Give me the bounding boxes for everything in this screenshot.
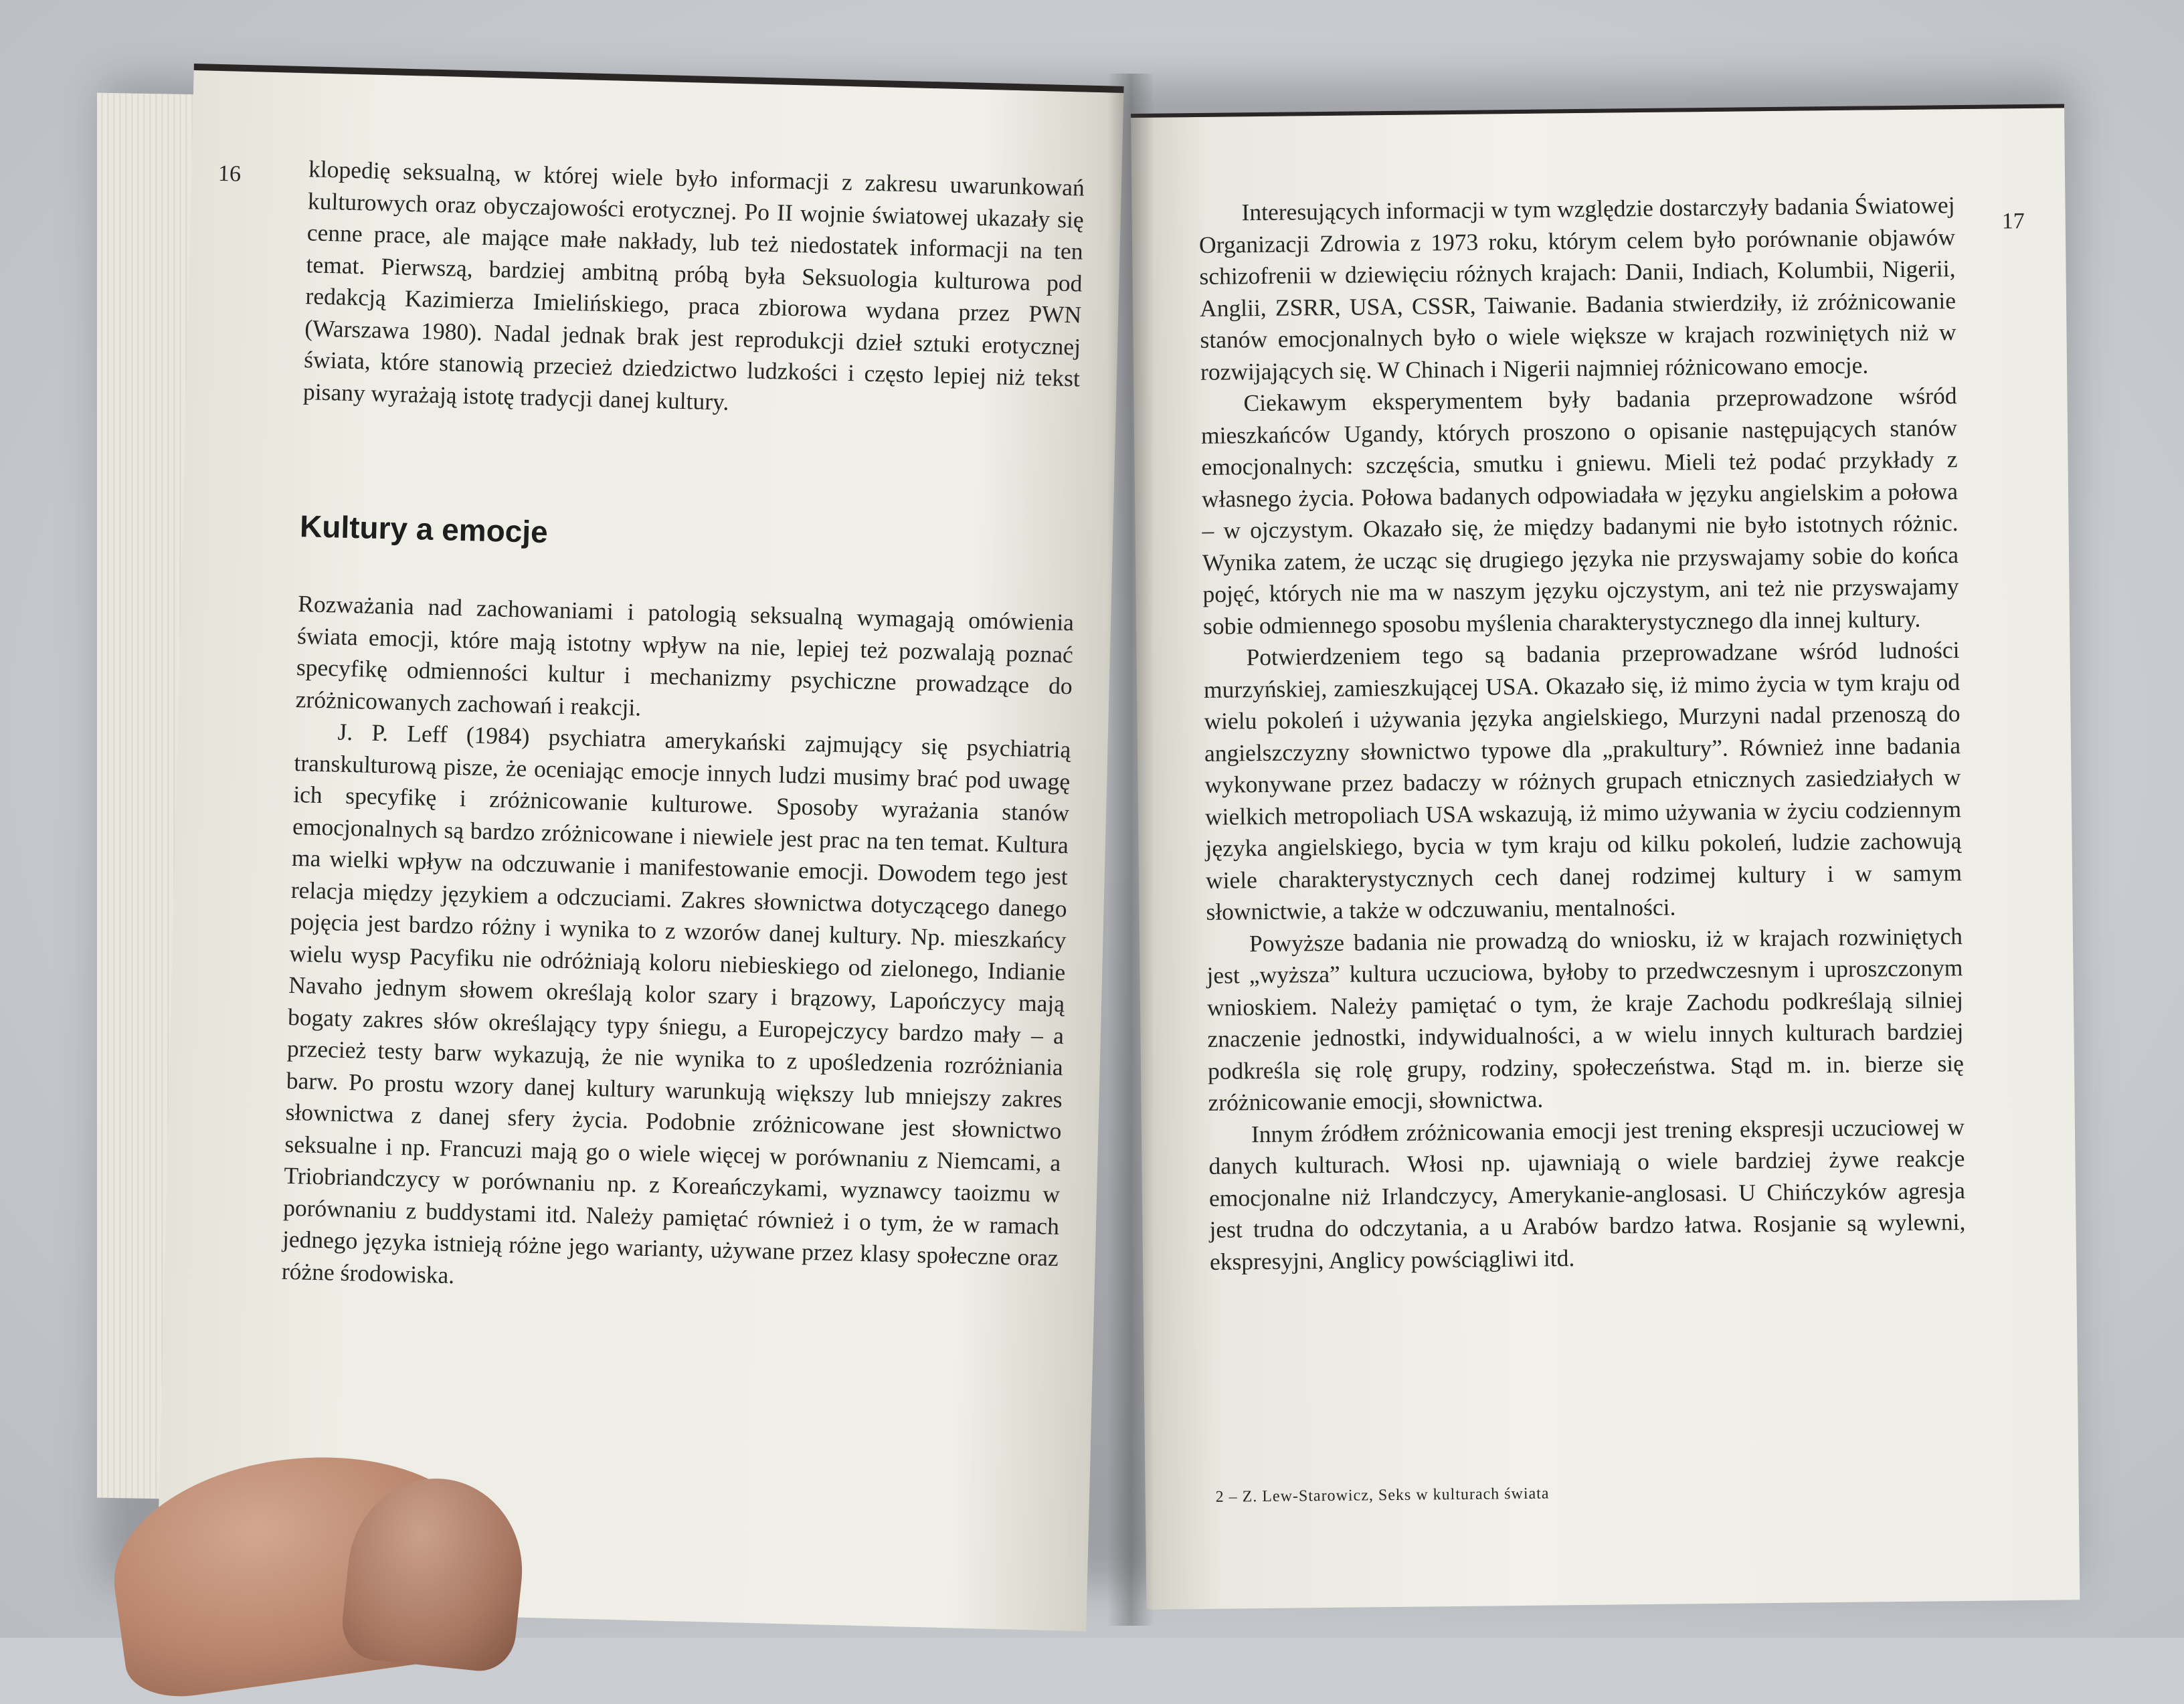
book-gutter: [1107, 74, 1154, 1626]
paragraph: Powyższe badania nie prowadzą do wniosku, iż w krajach rozwiniętych jest „wyższa” kultura uczuciowa, byłoby to przedwczesnym i uproszczonym wnioskiem. Należy pamiętać o tym, że kraje Zachodu podkreślają silniej znaczenie jednostki, indywidualności, a w wielu innych kulturach bardziej podkreśla się rolę grupy, rodziny, społeczeństwa. Stąd m. in. bierze się zróżnicowanie emocji, słownictwa.: [1206, 922, 1965, 1116]
left-top-paragraph: [302, 153, 1085, 426]
paragraph: Interesujących informacji w tym względzie dostarczyły badania Światowej Organizacji Zdrowia z 1973 roku, którym celem było porównanie objawów schizofrenii w dziewięciu różnych krajach: Danii, Indiach, Kolumbii, Nigerii, Anglii, ZSRR, USA, CSSR, Taiwanie. Badania stwierdziły, iż zróżnicowanie stanów emocjonalnych było o wiele większe w krajach rozwiniętych niż w rozwijających się. W Chinach i Nigerii najmniej różnicowano emocje.: [1198, 191, 1956, 385]
paragraph: klopedię seksualną, w której wiele było informacji z zakresu uwarunkowań kulturowych oraz obyczajowości erotycznej. Po II wojnie światowej ukazały się cenne prace, ale mające małe nakłady, lub też niedostatek informacji na ten temat. Pierwszą, bardziej ambitną próbą była Seksuologia kulturowa pod redakcją Kazimierza Imielińskiego, praca zbiorowa wydana przez PWN (Warszawa 1980). Nadal jednak brak jest reprodukcji dzieł sztuki erotycznej świata, które stanowią przecież dziedzictwo ludzkości i często lepiej niż tekst pisany wyrażają istotę tradycji danej kultury.: [302, 155, 1085, 415]
right-page: [1131, 104, 2080, 1609]
paragraph: Potwierdzeniem tego są badania przeprowadzane wśród ludności murzyńskiej, zamieszkującej USA. Okazało się, iż mimo życia w tym kraju od wielu pokoleń i używania języka angielskiego, Murzyni nadal przenoszą do angielszczyzny słownictwo typowe dla „prakultury”. Również inne badania wykonywane przez badaczy w różnych grupach etnicznych zasiedziałych w wielkich metropoliach USA wskazują, iż mimo używania w życiu codziennym języka angielskiego, bycia w tym kraju od kilku pokoleń, ludzie zachowują wiele charakterystycznych cech danej rodzimej kultury i w samym słownictwie, a także w odczuwaniu, mentalności.: [1203, 636, 1963, 925]
left-page-number: 16: [217, 161, 242, 187]
right-body-text: [1198, 189, 1966, 1278]
paragraph: J. P. Leff (1984) psychiatra amerykański zajmujący się psychiatrią transkulturową pisze, że oceniając emocje innych ludzi musimy brać pod uwagę ich specyfikę i zróżnicowanie kulturowe. Sposoby wyrażania stanów emocjonalnych są bardzo zróżnicowane i niewiele jest prac na ten temat. Kultura ma wielki wpływ na odczuwanie i manifestowanie emocji. Dowodem tego jest relacja między językiem a odczuciami. Zakres słownictwa dotyczącego danego pojęcia jest bardzo różny i wynika to z wzorów danej kultury. Np. mieszkańcy wielu wysp Pacyfiku nie odróżniają koloru niebieskiego od zielonego, Indianie Navaho jednym słowem określają kolor szary i brązowy, Lapończycy mają bogaty zakres słów określający typy śniegu, a Europejczycy bardzo mały – a przecież testy barw wykazują, że nie wynika to z upośledzenia rozróżniania barw. Po prostu wzory danej kultury warunkują większy lub mniejszy zakres słownictwa z danej sfery życia. Podobnie zróżnicowane jest słownictwo seksualne i np. Francuzi mają go o wiele więcej w porównaniu z Niemcami, a Triobriandczycy w porównaniu np. z Koreańczykami, wyznawcy taoizmu w porównaniu z buddystami itd. Należy pamiętać również i o tym, że w ramach jednego języka istnieją różne jego warianty, używane przez klasy społeczne oraz różne środowiska.: [281, 718, 1071, 1289]
paragraph: Ciekawym eksperymentem były badania przeprowadzone wśród mieszkańców Ugandy, których proszono o opisanie następujących stanów emocjonalnych: szczęścia, smutku i gniewu. Mieli też podać przykłady z własnego życia. Połowa badanych odpowiadała w języku angielskim a połowa – w ojczystym. Okazało się, że między badanymi nie było istotnych różnic. Wynika zatem, że ucząc się drugiego języka nie przyswajamy sobie do końca pojęć, których nie ma w naszym języku ojczystym, ani też nie przyswajamy sobie odmiennego sposobu myślenia charakterystycznego dla innej kultury.: [1200, 382, 1959, 640]
left-page: [157, 64, 1124, 1631]
page-footer: 2 – Z. Lew-Starowicz, Seks w kulturach świata: [1215, 1485, 1550, 1506]
paragraph: Rozważania nad zachowaniami i patologią seksualną wymagają omówienia świata emocji, które mają istotny wpływ na nie, lepiej też pozwalają poznać specyfikę odmienności kultur i mechanizmy psychiczne prowadzące do zróżnicowanych zachowań i reakcji.: [295, 590, 1075, 721]
paragraph: Innym źródłem zróżnicowania emocji jest trening ekspresji uczuciowej w danych kulturach. Włosi np. ujawniają o wiele bardziej żywe reakcje emocjonalne niż Irlandczycy, Amerykanie-anglosasi. U Chińczyków agresja jest trudna do odczytania, a u Arabów bardzo łatwa. Rosjanie są wylewni, ekspresyjni, Anglicy powściągliwi itd.: [1208, 1113, 1966, 1275]
section-heading: Kultury a emocje: [299, 508, 549, 550]
right-page-number: 17: [2001, 209, 2025, 234]
left-body-text: [281, 588, 1074, 1306]
